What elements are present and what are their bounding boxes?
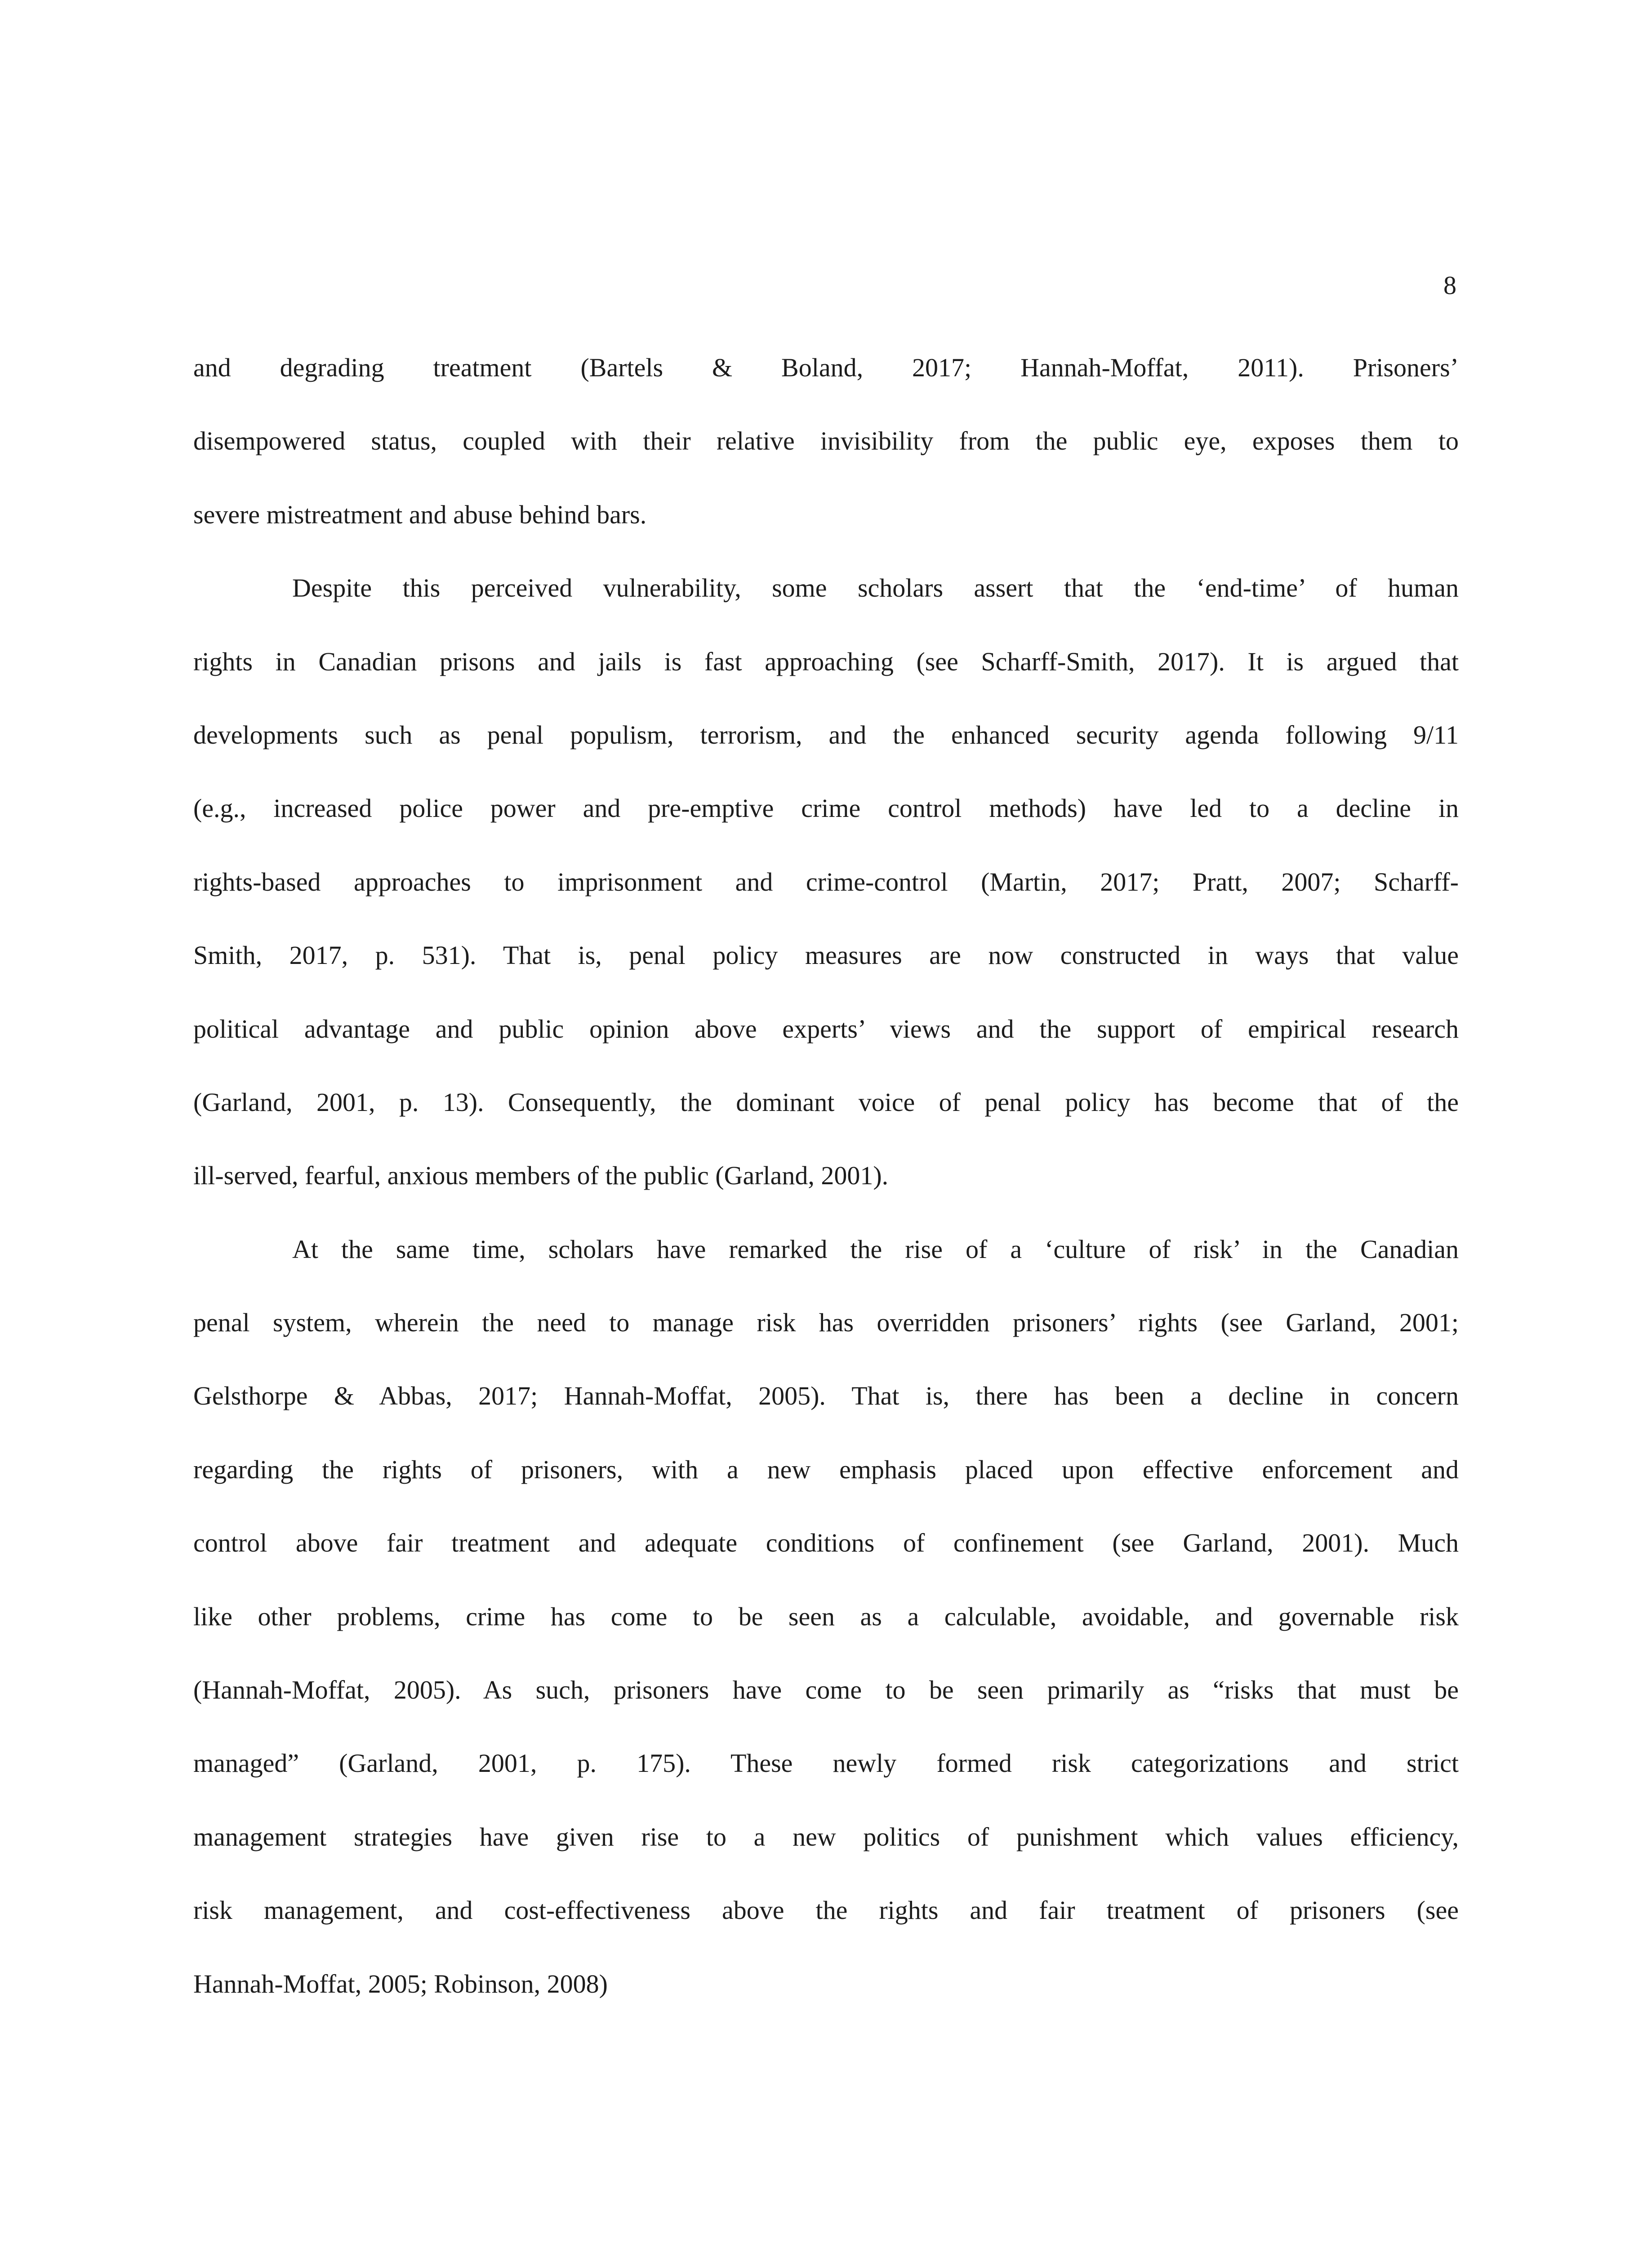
text-line: (Hannah-Moffat, 2005). As such, prisoners have come to be seen primarily as “risks that must be xyxy=(193,1675,1459,1705)
text-line: risk management, and cost-effectiveness above the rights and fair treatment of prisoners (see xyxy=(193,1896,1459,1925)
paragraph xyxy=(193,551,1459,1213)
text-line: managed” (Garland, 2001, p. 175). These newly formed risk categorizations and strict xyxy=(193,1748,1459,1778)
page-number: 8 xyxy=(1443,271,1456,300)
body-text xyxy=(193,331,1459,2021)
text-line: like other problems, crime has come to be seen as a calculable, avoidable, and governable risk xyxy=(193,1601,1459,1631)
text-line: Hannah-Moffat, 2005; Robinson, 2008) xyxy=(193,1969,608,1998)
text-line: and degrading treatment (Bartels & Boland, 2017; Hannah-Moffat, 2011). Prisoners’ xyxy=(193,353,1459,382)
text-line: Gelsthorpe & Abbas, 2017; Hannah-Moffat, 2005). That is, there has been a decline in concern xyxy=(193,1381,1459,1411)
text-line: control above fair treatment and adequate conditions of confinement (see Garland, 2001). Much xyxy=(193,1528,1459,1558)
text-line: At the same time, scholars have remarked the rise of a ‘culture of risk’ in the Canadian xyxy=(292,1234,1459,1264)
paragraph xyxy=(193,1213,1459,2021)
text-line: severe mistreatment and abuse behind bars. xyxy=(193,500,647,529)
text-line: (e.g., increased police power and pre-emptive crime control methods) have led to a decline in xyxy=(193,794,1459,823)
text-line: regarding the rights of prisoners, with a new emphasis placed upon effective enforcement and xyxy=(193,1454,1459,1484)
text-line: penal system, wherein the need to manage risk has overridden prisoners’ rights (see Garland, 2001; xyxy=(193,1308,1459,1338)
text-line: political advantage and public opinion above experts’ views and the support of empirical research xyxy=(193,1014,1459,1044)
text-line: disempowered status, coupled with their relative invisibility from the public eye, exposes them to xyxy=(193,426,1459,456)
text-line: management strategies have given rise to a new politics of punishment which values efficiency, xyxy=(193,1822,1459,1851)
text-line: Despite this perceived vulnerability, some scholars assert that the ‘end-time’ of human xyxy=(292,573,1459,603)
text-line: rights-based approaches to imprisonment and crime-control (Martin, 2017; Pratt, 2007; Scharff- xyxy=(193,867,1459,897)
text-line: rights in Canadian prisons and jails is fast approaching (see Scharff-Smith, 2017). It is argued that xyxy=(193,647,1459,676)
text-line: developments such as penal populism, terrorism, and the enhanced security agenda following 9/11 xyxy=(193,720,1459,749)
text-line: (Garland, 2001, p. 13). Consequently, the dominant voice of penal policy has become that of the xyxy=(193,1087,1459,1117)
paragraph xyxy=(193,331,1459,551)
text-line: Smith, 2017, p. 531). That is, penal policy measures are now constructed in ways that value xyxy=(193,941,1459,970)
text-line: ill-served, fearful, anxious members of the public (Garland, 2001). xyxy=(193,1161,889,1191)
